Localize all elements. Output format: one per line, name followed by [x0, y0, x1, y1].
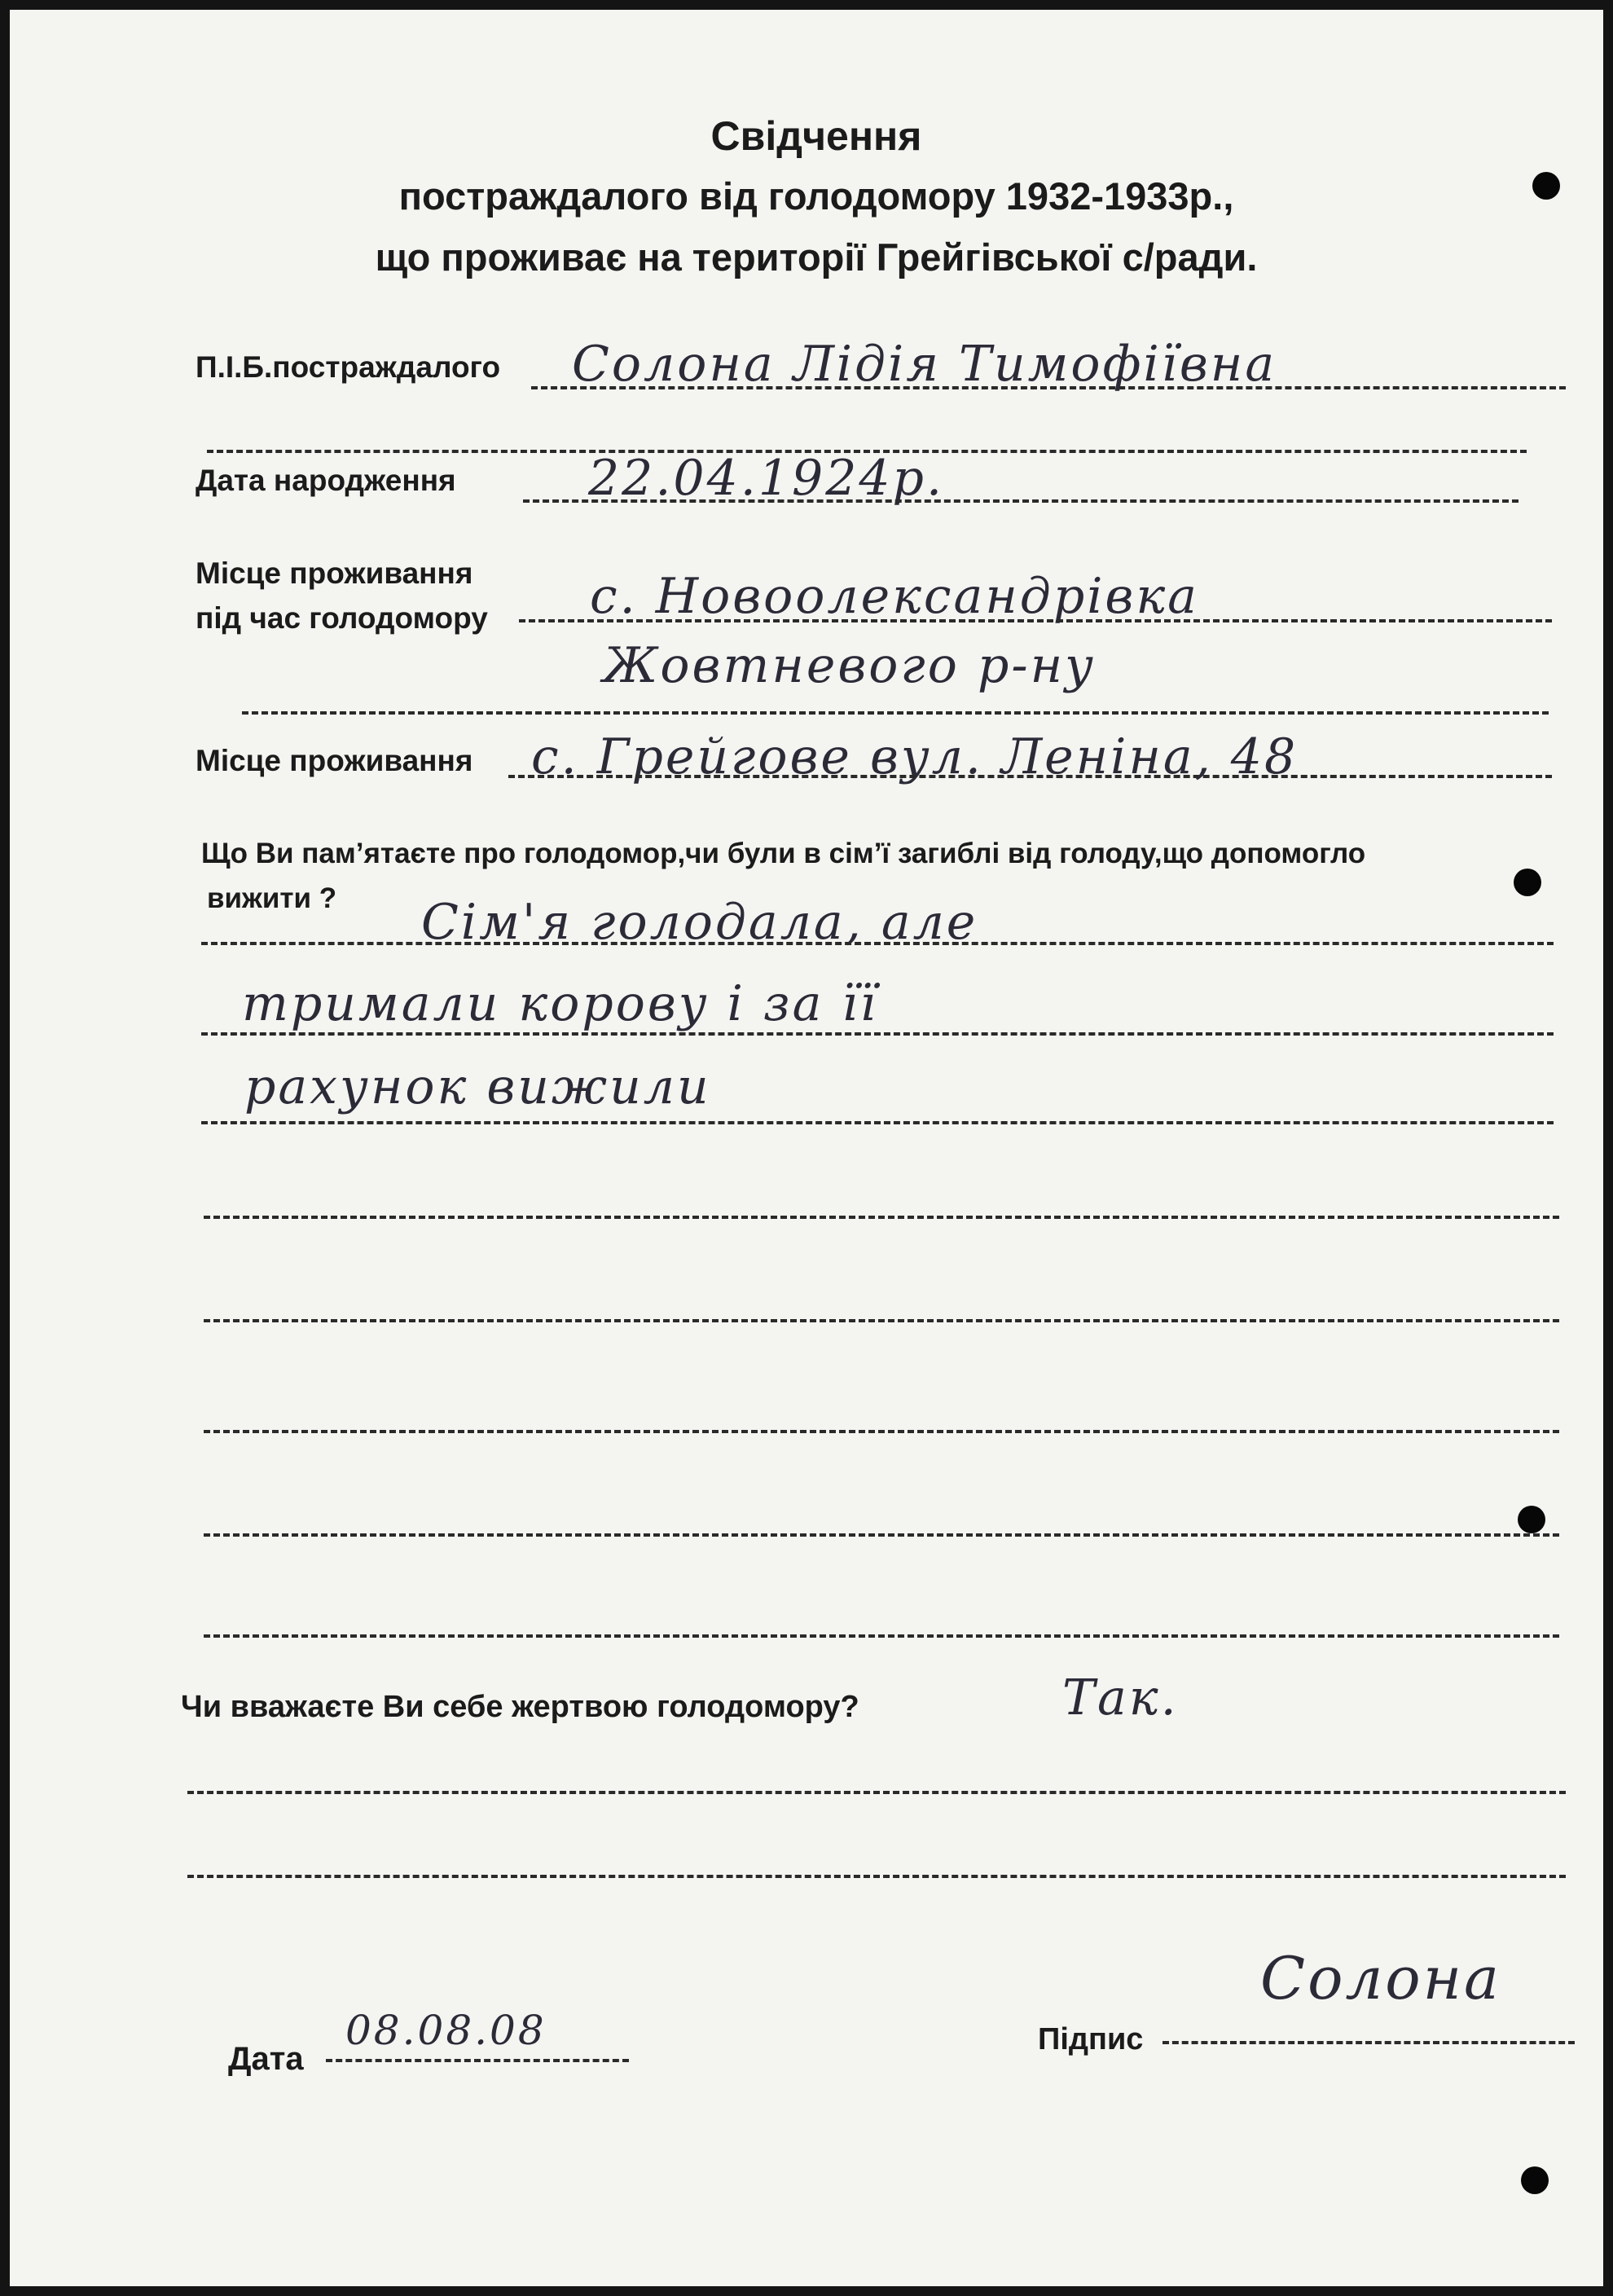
answer-line-5: [204, 1319, 1559, 1322]
question-2-line-1: [187, 1791, 1566, 1794]
residence-famine-label-line-2: під час голодомору: [196, 601, 488, 635]
residence-famine-value-line-1: с. Новоолександрівка: [590, 568, 1199, 625]
question-2-line-2: [187, 1875, 1566, 1878]
form-subtitle-line-2: що проживає на території Грейгівської с/ради.: [375, 235, 1258, 279]
answer-1-line-3: рахунок вижили: [244, 1058, 711, 1115]
answer-line-7: [204, 1533, 1559, 1537]
answer-line-4: [204, 1216, 1559, 1219]
name-line: [531, 386, 1566, 389]
date-value: 08.08.08: [345, 2007, 547, 2054]
signature-label: Підпис: [1038, 2022, 1144, 2056]
question-1-line-1: Що Ви пам’ятаєте про голодомор,чи були в сім’ї загиблі від голоду,що допомогло: [201, 838, 1366, 869]
birth-date-line: [523, 499, 1519, 503]
punch-hole: [1514, 869, 1541, 896]
residence-famine-label-line-1: Місце проживання: [196, 556, 473, 590]
answer-1-line-1: Сім'я голодала, але: [421, 894, 978, 951]
punch-hole: [1521, 2166, 1549, 2194]
residence-famine-line-2: [242, 711, 1549, 715]
signature-value: Солона: [1260, 1944, 1501, 2012]
answer-line-2: [201, 1032, 1554, 1036]
residence-value: с. Грейгове вул. Леніна, 48: [531, 728, 1299, 785]
answer-line-3: [201, 1121, 1554, 1124]
residence-label: Місце проживання: [196, 744, 473, 777]
question-2-answer: Так.: [1062, 1669, 1179, 1726]
answer-line-6: [204, 1430, 1559, 1433]
signature-line: [1163, 2041, 1575, 2044]
residence-line: [508, 775, 1552, 778]
form-subtitle-line-1: постраждалого від голодомору 1932-1933р.,: [398, 174, 1234, 218]
birth-date-value: 22.04.1924р.: [588, 450, 945, 507]
answer-line-8: [204, 1634, 1559, 1638]
form-title: Свідчення: [710, 113, 922, 159]
question-2-label: Чи вважаєте Ви себе жертвою голодомору?: [181, 1690, 859, 1724]
residence-famine-line-1: [519, 619, 1552, 622]
date-label: Дата: [228, 2041, 304, 2077]
date-line: [326, 2059, 629, 2062]
name-label: П.І.Б.постраждалого: [196, 350, 501, 384]
punch-hole: [1518, 1506, 1545, 1533]
question-1-line-2: вижити ?: [207, 882, 337, 914]
name-value: Солона Лідія Тимофіївна: [572, 336, 1277, 393]
residence-famine-value-line-2: Жовтневого р-ну: [603, 637, 1096, 694]
answer-line-1: [201, 942, 1554, 945]
answer-1-line-2: тримали корову і за її: [242, 975, 878, 1032]
birth-date-label: Дата народження: [196, 464, 456, 497]
